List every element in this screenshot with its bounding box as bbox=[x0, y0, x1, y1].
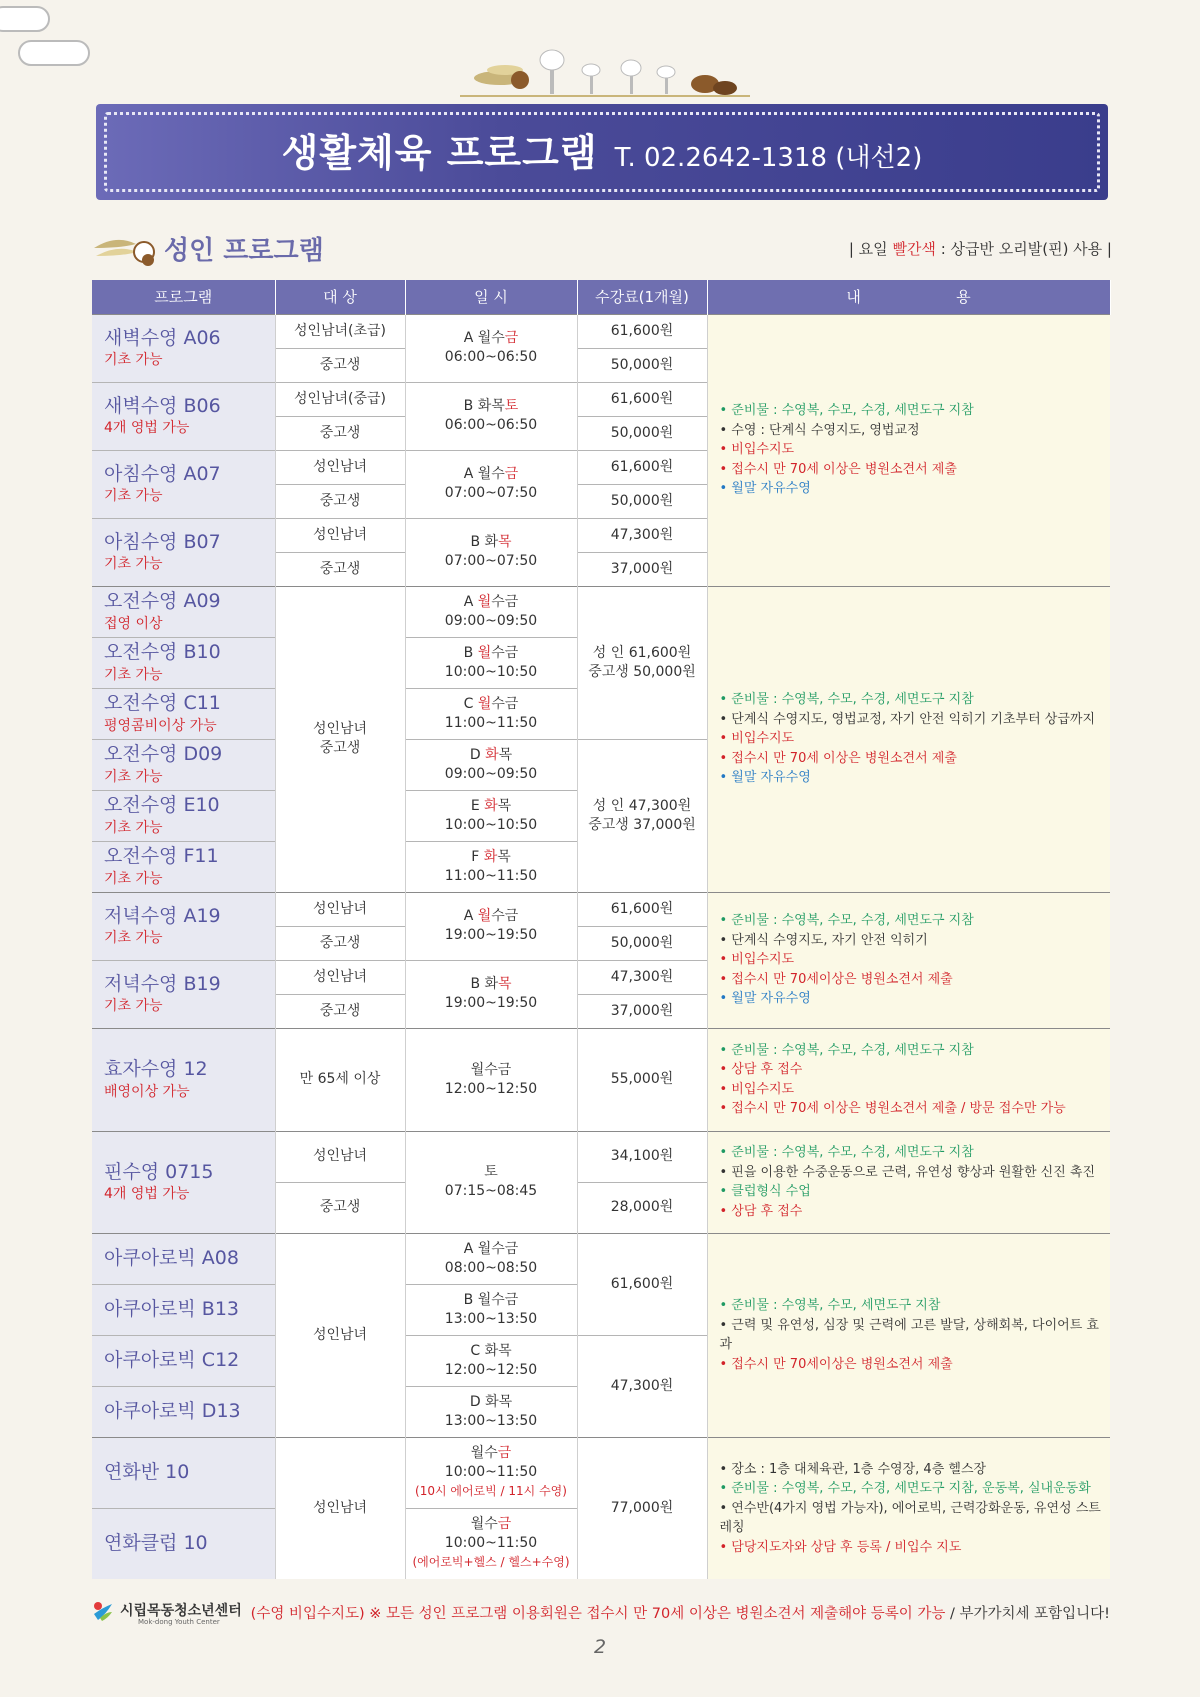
schedule-cell: A 월수금 08:00~08:50 bbox=[405, 1233, 577, 1284]
program-name-cell: 연화반 10 bbox=[92, 1437, 275, 1508]
schedule-cell: 월수금 12:00~12:50 bbox=[405, 1028, 577, 1131]
program-name-cell: 오전수영 B10 기초 가능 bbox=[92, 637, 275, 688]
table-row bbox=[92, 892, 1110, 926]
target-cell: 중고생 bbox=[275, 994, 405, 1028]
program-name-cell: 오전수영 C11 평영콤비이상 가능 bbox=[92, 688, 275, 739]
schedule-cell: 월수금 10:00~11:50 (에어로빅+헬스 / 헬스+수영) bbox=[405, 1508, 577, 1579]
target-cell: 중고생 bbox=[275, 484, 405, 518]
schedule-cell: D 화목 09:00~09:50 bbox=[405, 739, 577, 790]
schedule-cell: A 월수금 19:00~19:50 bbox=[405, 892, 577, 960]
program-name-cell: 효자수영 12 배영이상 가능 bbox=[92, 1028, 275, 1131]
program-table bbox=[92, 280, 1111, 1579]
schedule-cell: B 월수금 13:00~13:50 bbox=[405, 1284, 577, 1335]
target-cell: 성인남녀 bbox=[275, 892, 405, 926]
mushroom-illustration bbox=[460, 40, 750, 100]
program-name-cell: 연화클럽 10 bbox=[92, 1508, 275, 1579]
content-cell: • 준비물 : 수영복, 수모, 수경, 세면도구 지참 • 상담 후 접수 • 비입수지도 • 접수시 만 70세 이상은 병원소견서 제출 / 방문 접수만 가능 bbox=[707, 1028, 1110, 1131]
content-cell: • 준비물 : 수영복, 수모, 세면도구 지참 • 근력 및 유연성, 심장 및 근력에 고른 발달, 상해회복, 다이어트 효과 • 접수시 만 70세이상은 병원소견서 제출 bbox=[707, 1233, 1110, 1437]
program-name-cell: 저녁수영 A19 기초 가능 bbox=[92, 892, 275, 960]
program-name-cell: 아침수영 B07 기초 가능 bbox=[92, 518, 275, 586]
table-row bbox=[92, 1437, 1110, 1508]
fee-cell: 61,600원 bbox=[577, 314, 707, 348]
content-cell: • 준비물 : 수영복, 수모, 수경, 세면도구 지참 • 단계식 수영지도, 자기 안전 익히기 • 비입수지도 • 접수시 만 70세이상은 병원소견서 제출 • 월말 자유수영 bbox=[707, 892, 1110, 1028]
target-cell: 성인남녀 bbox=[275, 1437, 405, 1579]
fee-cell: 55,000원 bbox=[577, 1028, 707, 1131]
section-title: 성인 프로그램 bbox=[164, 236, 324, 266]
table-row bbox=[92, 314, 1110, 348]
fee-cell: 61,600원 bbox=[577, 450, 707, 484]
table-header-row bbox=[92, 280, 1110, 314]
target-cell: 성인남녀 bbox=[275, 1233, 405, 1437]
schedule-cell: 토 07:15~08:45 bbox=[405, 1131, 577, 1233]
center-logo-subtitle: Mok-dong Youth Center bbox=[138, 1618, 220, 1626]
fee-cell: 성 인 47,300원 중고생 37,000원 bbox=[577, 739, 707, 892]
schedule-cell: B 화목 07:00~07:50 bbox=[405, 518, 577, 586]
target-cell: 성인남녀 bbox=[275, 1131, 405, 1182]
header-schedule: 일 시 bbox=[405, 280, 577, 314]
fee-cell: 50,000원 bbox=[577, 926, 707, 960]
fee-cell: 61,600원 bbox=[577, 1233, 707, 1335]
target-cell: 성인남녀(초급) bbox=[275, 314, 405, 348]
fee-cell: 28,000원 bbox=[577, 1182, 707, 1233]
program-name-cell: 아쿠아로빅 B13 bbox=[92, 1284, 275, 1335]
fee-cell: 50,000원 bbox=[577, 348, 707, 382]
center-logo: 시립목동청소년센터 bbox=[120, 1603, 242, 1619]
center-logo-icon bbox=[92, 1600, 114, 1622]
table-row bbox=[92, 1233, 1110, 1284]
schedule-cell: F 화목 11:00~11:50 bbox=[405, 841, 577, 892]
fee-cell: 47,300원 bbox=[577, 960, 707, 994]
fee-cell: 34,100원 bbox=[577, 1131, 707, 1182]
target-cell: 중고생 bbox=[275, 348, 405, 382]
schedule-cell: C 화목 12:00~12:50 bbox=[405, 1335, 577, 1386]
target-cell: 성인남녀 bbox=[275, 518, 405, 552]
target-cell: 성인남녀 중고생 bbox=[275, 586, 405, 892]
target-cell: 중고생 bbox=[275, 1182, 405, 1233]
fee-cell: 성 인 61,600원 중고생 50,000원 bbox=[577, 586, 707, 739]
header-fee: 수강료(1개월) bbox=[577, 280, 707, 314]
program-name-cell: 아침수영 A07 기초 가능 bbox=[92, 450, 275, 518]
title-banner bbox=[96, 104, 1108, 200]
fee-cell: 61,600원 bbox=[577, 382, 707, 416]
schedule-cell: B 화목 19:00~19:50 bbox=[405, 960, 577, 1028]
fee-cell: 61,600원 bbox=[577, 892, 707, 926]
schedule-cell: A 월수금 09:00~09:50 bbox=[405, 586, 577, 637]
target-cell: 중고생 bbox=[275, 926, 405, 960]
target-cell: 만 65세 이상 bbox=[275, 1028, 405, 1131]
color-legend: | 요일 빨간색 : 상급반 오리발(핀) 사용 | bbox=[848, 240, 1112, 258]
header-program: 프로그램 bbox=[92, 280, 275, 314]
fee-cell: 37,000원 bbox=[577, 994, 707, 1028]
target-cell: 성인남녀 bbox=[275, 450, 405, 484]
table-row bbox=[92, 1028, 1110, 1131]
header-target: 대 상 bbox=[275, 280, 405, 314]
fee-cell: 37,000원 bbox=[577, 552, 707, 586]
fee-cell: 50,000원 bbox=[577, 416, 707, 450]
program-name-cell: 아쿠아로빅 D13 bbox=[92, 1386, 275, 1437]
schedule-cell: B 화목토 06:00~06:50 bbox=[405, 382, 577, 450]
content-cell: • 장소 : 1층 대체육관, 1층 수영장, 4층 헬스장 • 준비물 : 수영복, 수모, 수경, 세면도구 지참, 운동복, 실내운동화 • 연수반(4가지 영법 가능자), 에어로빅, 근력강화운동, 유연성 스트레칭 • 담당지도자와 상담 후 등록 / 비입수 지도 bbox=[707, 1437, 1110, 1579]
program-name-cell: 아쿠아로빅 A08 bbox=[92, 1233, 275, 1284]
page-number: 2 bbox=[593, 1636, 607, 1658]
program-name-cell: 저녁수영 B19 기초 가능 bbox=[92, 960, 275, 1028]
page-title: 생활체육 프로그램 bbox=[281, 131, 598, 175]
program-name-cell: 새벽수영 A06 기초 가능 bbox=[92, 314, 275, 382]
fee-cell: 50,000원 bbox=[577, 484, 707, 518]
program-name-cell: 오전수영 D09 기초 가능 bbox=[92, 739, 275, 790]
program-name-cell: 핀수영 0715 4개 영법 가능 bbox=[92, 1131, 275, 1233]
program-name-cell: 새벽수영 B06 4개 영법 가능 bbox=[92, 382, 275, 450]
schedule-cell: B 월수금 10:00~10:50 bbox=[405, 637, 577, 688]
program-name-cell: 오전수영 E10 기초 가능 bbox=[92, 790, 275, 841]
schedule-cell: A 월수금 07:00~07:50 bbox=[405, 450, 577, 518]
target-cell: 성인남녀 bbox=[275, 960, 405, 994]
schedule-cell: D 화목 13:00~13:50 bbox=[405, 1386, 577, 1437]
program-name-cell: 아쿠아로빅 C12 bbox=[92, 1335, 275, 1386]
schedule-cell: 월수금 10:00~11:50 (10시 에어로빅 / 11시 수영) bbox=[405, 1437, 577, 1508]
schedule-cell: A 월수금 06:00~06:50 bbox=[405, 314, 577, 382]
header-content: 내 용 bbox=[707, 280, 1110, 314]
content-cell: • 준비물 : 수영복, 수모, 수경, 세면도구 지참 • 단계식 수영지도, 영법교정, 자기 안전 익히기 기초부터 상급까지 • 비입수지도 • 접수시 만 70세 이상은 병원소견서 제출 • 월말 자유수영 bbox=[707, 586, 1110, 892]
footer bbox=[92, 1600, 1110, 1626]
table-row bbox=[92, 586, 1110, 637]
fee-cell: 77,000원 bbox=[577, 1437, 707, 1579]
fee-cell: 47,300원 bbox=[577, 1335, 707, 1437]
table-row bbox=[92, 1131, 1110, 1182]
program-name-cell: 오전수영 F11 기초 가능 bbox=[92, 841, 275, 892]
schedule-cell: C 월수금 11:00~11:50 bbox=[405, 688, 577, 739]
section-header bbox=[92, 226, 1112, 270]
squirrel-icon bbox=[92, 226, 158, 270]
target-cell: 중고생 bbox=[275, 416, 405, 450]
content-cell: • 준비물 : 수영복, 수모, 수경, 세면도구 지참 • 수영 : 단계식 수영지도, 영법교정 • 비입수지도 • 접수시 만 70세 이상은 병원소견서 제출 • 월말 자유수영 bbox=[707, 314, 1110, 586]
footer-note: (수영 비입수지도) ※ 모든 성인 프로그램 이용회원은 접수시 만 70세 이상은 병원소견서 제출해야 등록이 가능 / 부가가치세 포함입니다! bbox=[250, 1606, 1110, 1622]
phone-number: T. 02.2642-1318 (내선2) bbox=[614, 143, 923, 173]
program-name-cell: 오전수영 A09 접영 이상 bbox=[92, 586, 275, 637]
schedule-cell: E 화목 10:00~10:50 bbox=[405, 790, 577, 841]
fee-cell: 47,300원 bbox=[577, 518, 707, 552]
target-cell: 성인남녀(중급) bbox=[275, 382, 405, 416]
target-cell: 중고생 bbox=[275, 552, 405, 586]
content-cell: • 준비물 : 수영복, 수모, 수경, 세면도구 지참 • 핀을 이용한 수중운동으로 근력, 유연성 향상과 원활한 신진 촉진 • 클럽형식 수업 • 상담 후 접수 bbox=[707, 1131, 1110, 1233]
